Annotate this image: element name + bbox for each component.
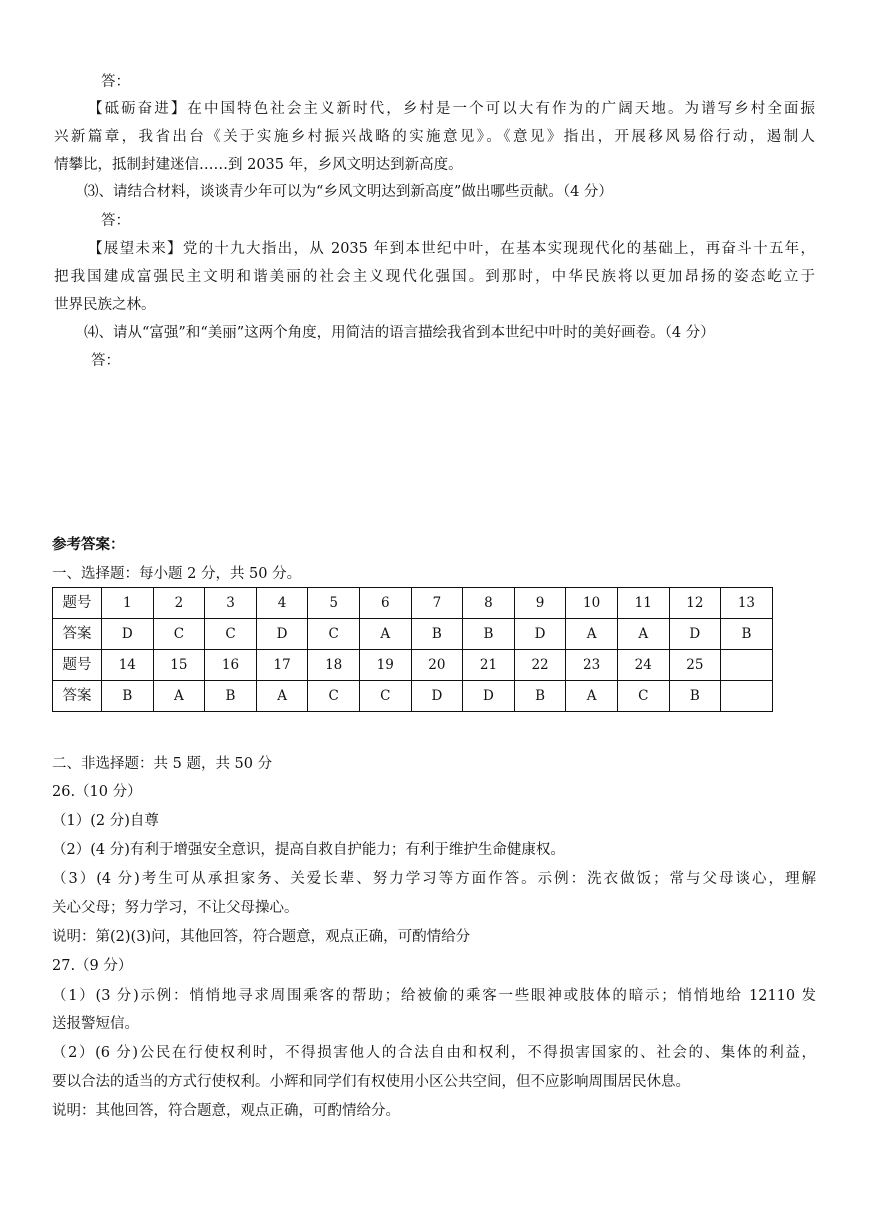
table-cell: 1 xyxy=(102,588,154,619)
table-cell: 18 xyxy=(308,650,360,681)
material-paragraph-line: 情攀比，抵制封建迷信……到 2035 年，乡风文明达到新高度。 xyxy=(54,157,463,173)
table-cell: A xyxy=(256,681,308,712)
q27-answer-1: 送报警短信。 xyxy=(52,1016,139,1032)
table-cell: 7 xyxy=(411,588,463,619)
table-cell: D xyxy=(669,619,721,650)
answer-label: 答： xyxy=(101,74,130,90)
table-cell: 5 xyxy=(308,588,360,619)
table-cell: D xyxy=(411,681,463,712)
q26-answer-3: 关心父母；努力学习，不让父母操心。 xyxy=(52,900,299,916)
table-cell: B xyxy=(102,681,154,712)
table-cell: B xyxy=(411,619,463,650)
table-cell: 2 xyxy=(153,588,205,619)
table-cell: B xyxy=(205,681,257,712)
table-cell: 19 xyxy=(359,650,411,681)
material-paragraph-line: 兴新篇章，我省出台《关于实施乡村振兴战略的实施意见》。《意见》指出，开展移风易俗行动，遏制人 xyxy=(54,129,815,145)
table-row-label: 题号 xyxy=(53,650,102,681)
answer-table xyxy=(52,587,773,712)
table-cell xyxy=(721,681,773,712)
section-2-title: 二、非选择题：共 5 题，共 50 分 xyxy=(52,756,273,772)
table-cell: 8 xyxy=(463,588,515,619)
table-cell: 14 xyxy=(102,650,154,681)
table-cell: 3 xyxy=(205,588,257,619)
table-cell: B xyxy=(463,619,515,650)
table-cell: B xyxy=(669,681,721,712)
table-cell: 24 xyxy=(617,650,669,681)
table-cell: A xyxy=(566,681,618,712)
table-cell: D xyxy=(514,619,566,650)
table-row xyxy=(53,619,773,650)
q27-heading: 27.（9 分） xyxy=(52,958,133,974)
table-cell: A xyxy=(617,619,669,650)
table-row-label: 答案 xyxy=(53,619,102,650)
section-1-title: 一、选择题：每小题 2 分，共 50 分。 xyxy=(52,566,302,582)
table-cell: 4 xyxy=(256,588,308,619)
table-row-label: 答案 xyxy=(53,681,102,712)
table-cell: A xyxy=(153,681,205,712)
table-cell: 17 xyxy=(256,650,308,681)
material-paragraph-line: 【展望未来】党的十九大指出，从 2035 年到本世纪中叶，在基本实现现代化的基础上，再奋斗十五年， xyxy=(88,241,815,257)
q26-note: 说明：第(2)(3)问，其他回答，符合题意，观点正确，可酌情给分 xyxy=(52,929,471,945)
q26-answer-3: （3）(4 分)考生可从承担家务、关爱长辈、努力学习等方面作答。示例：洗衣做饭；常与父母谈心，理解 xyxy=(52,871,816,887)
table-cell: 15 xyxy=(153,650,205,681)
material-paragraph-line: 把我国建成富强民主文明和谐美丽的社会主义现代化强国。到那时，中华民族将以更加昂扬的姿态屹立于 xyxy=(54,269,815,285)
table-cell: A xyxy=(359,619,411,650)
question-4: ⑷、请从“富强”和“美丽”这两个角度，用简洁的语言描绘我省到本世纪中叶时的美好画卷。（4 分） xyxy=(84,325,715,341)
table-row xyxy=(53,681,773,712)
table-cell: 25 xyxy=(669,650,721,681)
material-paragraph-line: 世界民族之林。 xyxy=(54,297,156,313)
table-cell xyxy=(721,650,773,681)
table-cell: 10 xyxy=(566,588,618,619)
answer-label: 答： xyxy=(91,353,120,369)
table-cell: 6 xyxy=(359,588,411,619)
table-cell: C xyxy=(308,619,360,650)
table-cell: C xyxy=(205,619,257,650)
table-cell: 21 xyxy=(463,650,515,681)
q26-answer-1: （1）(2 分)自尊 xyxy=(52,813,159,829)
table-row xyxy=(53,650,773,681)
q27-answer-2: 要以合法的适当的方式行使权利。小辉和同学们有权使用小区公共空间，但不应影响周围居民休息。 xyxy=(52,1074,690,1090)
table-cell: 22 xyxy=(514,650,566,681)
table-cell: 9 xyxy=(514,588,566,619)
table-cell: D xyxy=(256,619,308,650)
material-paragraph-line: 【砥砺奋进】在中国特色社会主义新时代，乡村是一个可以大有作为的广阔天地。为谱写乡村全面振 xyxy=(88,101,815,117)
table-cell: C xyxy=(153,619,205,650)
table-row xyxy=(53,588,773,619)
table-cell: C xyxy=(359,681,411,712)
question-3: ⑶、请结合材料，谈谈青少年可以为“乡风文明达到新高度”做出哪些贡献。（4 分） xyxy=(84,184,613,200)
q27-answer-2: （2）(6 分)公民在行使权利时，不得损害他人的合法自由和权利，不得损害国家的、社会的、集体的利益， xyxy=(52,1045,816,1061)
table-cell: C xyxy=(617,681,669,712)
answer-key-heading: 参考答案： xyxy=(52,536,125,553)
table-cell: A xyxy=(566,619,618,650)
q26-answer-2: （2）(4 分)有利于增强安全意识，提高自救自护能力；有利于维护生命健康权。 xyxy=(52,842,565,858)
table-cell: C xyxy=(308,681,360,712)
table-cell: 12 xyxy=(669,588,721,619)
table-cell: D xyxy=(102,619,154,650)
q26-heading: 26.（10 分） xyxy=(52,784,142,800)
table-cell: 13 xyxy=(721,588,773,619)
table-cell: 16 xyxy=(205,650,257,681)
table-cell: B xyxy=(721,619,773,650)
q27-answer-1: （1）(3 分)示例：悄悄地寻求周围乘客的帮助；给被偷的乘客一些眼神或肢体的暗示；悄悄地给 12110 发 xyxy=(52,988,816,1004)
table-cell: 11 xyxy=(617,588,669,619)
answer-label: 答： xyxy=(101,213,130,229)
q27-note: 说明：其他回答，符合题意，观点正确，可酌情给分。 xyxy=(52,1103,400,1119)
table-cell: B xyxy=(514,681,566,712)
table-cell: 23 xyxy=(566,650,618,681)
table-cell: 20 xyxy=(411,650,463,681)
table-cell: D xyxy=(463,681,515,712)
table-row-label: 题号 xyxy=(53,588,102,619)
